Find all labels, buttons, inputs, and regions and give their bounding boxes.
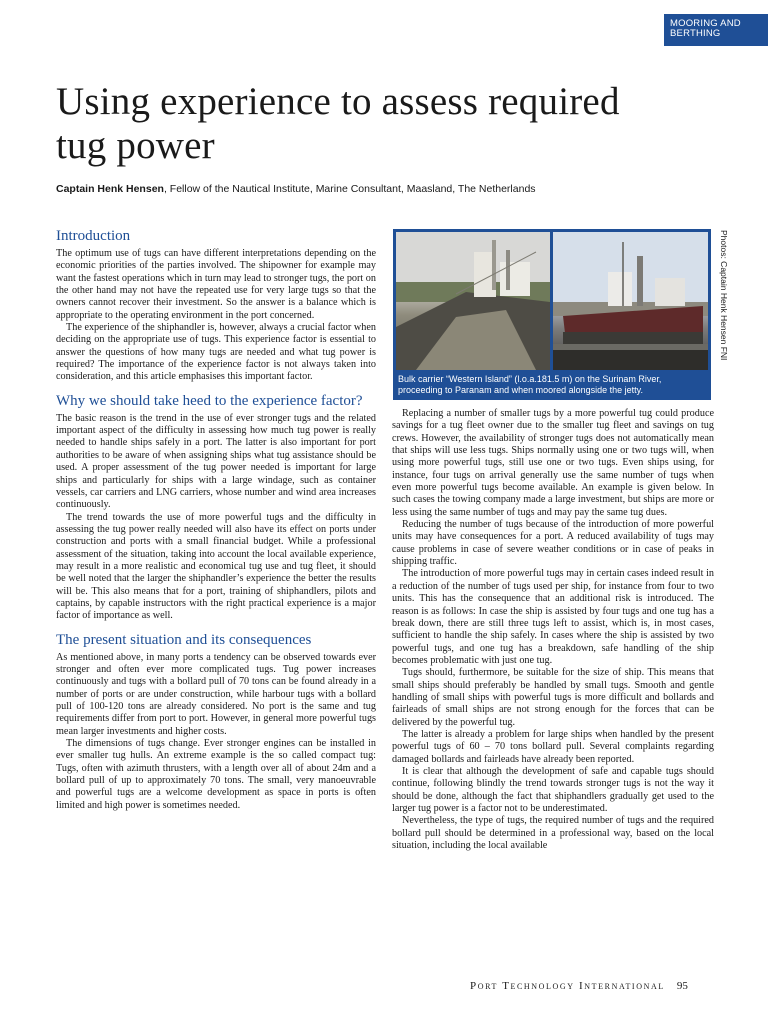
figure-caption: Bulk carrier “Western Island” (l.o.a.181.5 m) on the Surinam River, proceeding to Paranam and when moored alongside the jetty. <box>398 374 662 395</box>
article-title <box>56 80 696 168</box>
section-label-line2: BERTHING <box>670 28 721 39</box>
ship-photo-jetty <box>553 232 708 370</box>
page-number: 95 <box>676 980 688 992</box>
page-footer <box>470 980 720 992</box>
paragraph: As mentioned above, in many ports a tendency can be observed towards ever stronger and often ever more complicated tugs. Tug power increases continuously and tugs with a bollard pull of 70 tons can be found already in a number of ports or are under construction, while harbour tugs with a bollard pull of 100-120 tons are already considered. No port is the same and tug requirements differ from port to port. However, in general more powerful tugs mean larger investments and higher costs. <box>56 651 376 737</box>
paragraph: Replacing a number of smaller tugs by a more powerful tug could produce savings for a tug fleet owner due to the smaller tug fleet and savings on tug crews. However, the availability of stronger tugs does not automatically mean that ships will use less tugs. Ships normally using one or two tugs will, when using more powerful tugs, still use one or two tugs. Even ships using, for instance, four tugs on arrival generally use the same number of tugs when even more powerful tugs become available. An example is given below. In such cases the towing company made a large investment, but ships are more or less using the same number of tugs and may pay the same tug dues. <box>392 408 714 518</box>
author-name: Captain Henk Hensen <box>56 183 164 195</box>
article-title-line1: Using experience to assess required <box>56 80 620 123</box>
paragraph: The introduction of more powerful tugs may in certain cases indeed result in a reduction of the number of tugs used per ship, for instance from four to two units. This has the consequence that an additional risk is introduced. The reason is as follows: In case the ship is assisted by four tugs and one tug has a break down, there are still three tugs left to assist, which is, in most cases, sufficient to handle the ship safely. In cases where the ship is assisted by two powerful tugs, and one tug has a breakdown, safe handling of the ship becomes problematic with just one tug. <box>392 568 714 666</box>
paragraph: The dimensions of tugs change. Ever stronger engines can be installed in ever smaller tug hulls. An extreme example is the so called compact tug: Tugs, often with azimuth thrusters, with a length over all of about 24m and a bollard pull of up to approximately 70 tons. The small, very manoeuvrable and powerful tugs are a welcome development as space in ports is often limited and high power is sometimes needed. <box>56 738 376 811</box>
byline <box>56 182 716 196</box>
paragraph: The latter is already a problem for large ships when handled by the present powerful tugs of 60 – 70 tons bollard pull. Several complaints regarding damaged bollards and fairleads have already been reported. <box>392 728 714 765</box>
paragraph: The optimum use of tugs can have different interpretations depending on the economic priorities of the parties involved. The shipowner for example may want the fastest operations which in turn may lead to stronger tugs, the port on the other hand may not have the repeated use for very large tugs so that the owners cannot recover their investment. So the answer is a balance which is appropriate to the operating environment in the port concerned. <box>56 248 376 321</box>
figure <box>393 229 711 400</box>
paragraph: The experience of the shiphandler is, however, always a crucial factor when deciding on the appropriate use of tugs. This experience factor is essential to answer the questions of how many tugs are needed and what tug power is required? The importance of the experience factor is not always taken into consideration, and this article emphasises this important factor. <box>56 322 376 383</box>
paragraph: It is clear that although the development of safe and capable tugs should continue, following blindly the trend towards stronger tugs is not the way it should be done, although the fact that shiphandlers gradually get used to the larger tug power is a factor not to be underestimated. <box>392 765 714 814</box>
paragraph: Nevertheless, the type of tugs, the required number of tugs and the required bollard pull should be determined in a professional way, based on the local situation, including the local available <box>392 815 714 852</box>
ship-photo-river <box>396 232 550 370</box>
section-label <box>664 14 768 46</box>
paragraph: Reducing the number of tugs because of the introduction of more powerful units may have consequences for a port. A reduced availability of tugs may cause problems in case of severe weather conditions or in case of peaks in shipping traffic. <box>392 519 714 568</box>
paragraph: The trend towards the use of more powerful tugs and the difficulty in assessing the tug power really needed will also have its effect on ports under construction and ports with a small financial budget. While a professional assessment of the situation, taking into account the local available experience, may result in a more realistic and economical tug use and tug fleet, it should be well noted that the larger the shiphandler’s experience the better the results will be. This also means that for a port, training of shiphandlers, pilots and captains, by capable instructors with the right practical experience is a major factor of importance as well. <box>56 511 376 622</box>
section-label-line1: MOORING AND <box>670 18 741 29</box>
heading-why-experience: Why we should take heed to the experience factor? <box>56 392 363 409</box>
paragraph: Tugs should, furthermore, be suitable for the size of ship. This means that small ships should preferably be handled by small tugs. Smooth and gentle handling of small ships with powerful tugs is more difficult and bollards and fairleads of small ships are not strong enough for the forces that can be delivered by the powerful tug. <box>392 667 714 728</box>
photo-credit: Photos: Captain Henk Hensen FNI <box>719 230 729 361</box>
article-title-line2: tug power <box>56 124 215 167</box>
publication-name: Port Technology International <box>470 980 665 992</box>
heading-introduction: Introduction <box>56 228 131 244</box>
right-column <box>392 408 714 852</box>
author-affiliation: , Fellow of the Nautical Institute, Marine Consultant, Maasland, The Netherlands <box>163 183 536 195</box>
left-column <box>56 228 376 812</box>
paragraph: The basic reason is the trend in the use of ever stronger tugs and the related important aspect of the difficulty in assessing how much tug power is really needed to handle ships safely in a port. The latter is also important for port authorities to be aware of when assigning ships what tug assistance should be used. A proper assessment of the tug power needed is important for large ships and particularly for ships with a large windage, such as container vessels, car carriers and LNG carriers, whose number and wind area increases continuously. <box>56 412 376 511</box>
heading-present-situation: The present situation and its consequences <box>56 631 312 648</box>
